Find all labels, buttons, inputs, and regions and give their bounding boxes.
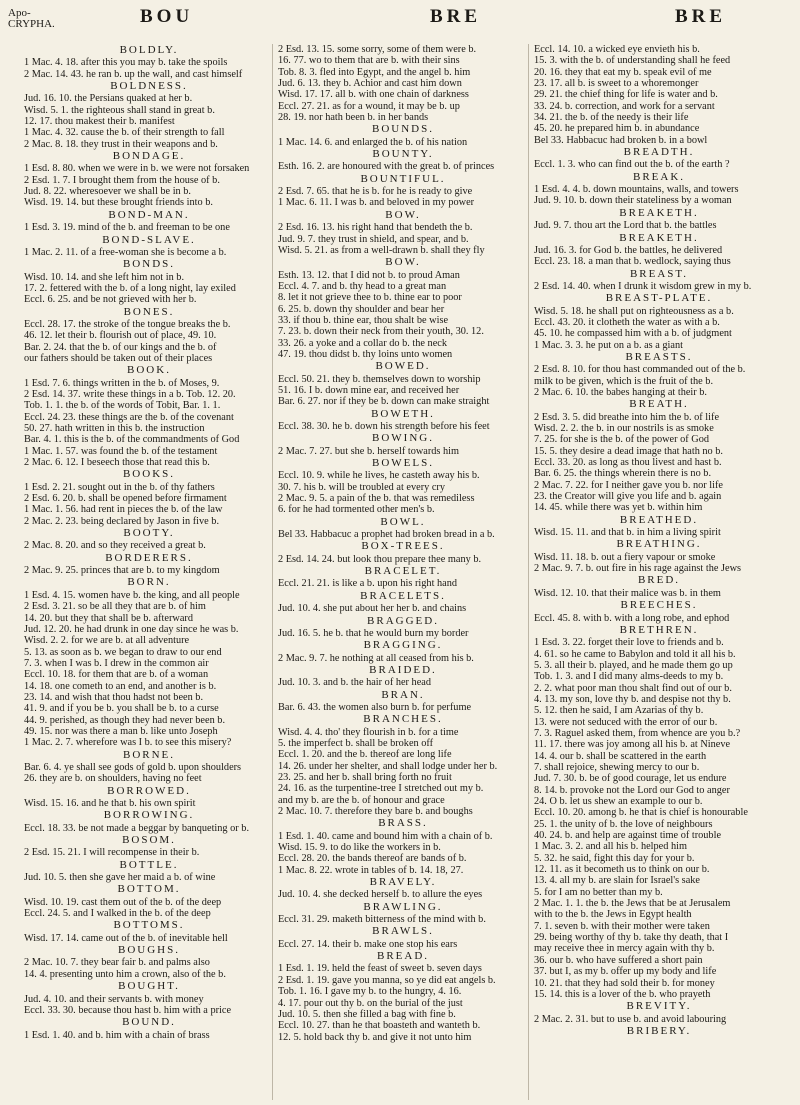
citation-line: Jud. 10. 4. she decked herself b. to allure the eyes: [278, 889, 483, 901]
citation-line: 33. if thou b. thine ear, thou shalt be wise: [278, 314, 449, 326]
citation-line: Eccl. 23. 18. a man that b. wedlock, saying thus: [534, 256, 731, 268]
citation-line: 2 Mac. 9. 5. a pain of the b. that was remediless: [278, 493, 475, 505]
entry-heading: BOLDNESS.: [110, 80, 188, 93]
citation-line: with to the b. the Jews in Egypt health: [534, 909, 692, 921]
entry-heading: BREAKETH.: [619, 231, 699, 244]
entry-heading: BREVITY.: [626, 1000, 692, 1013]
citation-line: 12. 5. hold back thy b. and give it not unto him: [278, 1031, 472, 1043]
citation-line: 7. 23. b. down their neck from their youth, 30. 12.: [278, 326, 484, 338]
citation-line: Jud. 9. 7. they trust in shield, and spear, and b.: [278, 233, 469, 245]
citation-line: Eccl. 28. 20. the bands thereof are bands of b.: [278, 853, 467, 865]
citation-line: 13. were not seduced with the error of our b.: [534, 716, 718, 728]
page-header: [0, 4, 800, 34]
citation-line: 1 Mac. 3. 3. he put on a b. as a giant: [534, 339, 683, 351]
citation-line: 6. 25. b. down thy shoulder and bear her: [278, 303, 445, 315]
citation-line: Esth. 16. 2. are honoured with the great b. of princes: [278, 161, 495, 173]
citation-line: Jud. 10. 4. she put about her her b. and chains: [278, 603, 467, 615]
citation-line: 14. 45. while there was yet b. within him: [534, 502, 703, 514]
citation-line: 37. but I, as my b. offer up my body and life: [534, 966, 717, 978]
entry-heading: BORNE.: [122, 748, 176, 761]
citation-line: 7. 3. Raguel asked them, from whence are you b.?: [534, 727, 741, 739]
citation-line: 41. 9. and if you be b. you shall be b. to a curse: [24, 703, 219, 715]
citation-line: Eccl. 10. 27. than he that boasteth and wanteth b.: [278, 1020, 481, 1032]
citation-line: 4. 17. pour out thy b. on the burial of the just: [278, 997, 463, 1009]
citation-line: Wisd. 2. 2. for we are b. at all adventure: [24, 635, 190, 647]
entry-heading: BOUGHT.: [118, 980, 180, 993]
citation-line: Wisd. 17. 14. came out of the b. of inevitable hell: [24, 932, 228, 944]
citation-line: 14. 4. our b. shall be scattered in the earth: [534, 750, 707, 762]
citation-line: Wisd. 19. 14. but these brought friends into b.: [24, 197, 213, 209]
entry-heading: BRACELETS.: [360, 589, 446, 602]
citation-line: 2 Esd. 14. 24. but look thou prepare thee many b.: [278, 553, 482, 565]
entry-heading: BOND-MAN.: [108, 208, 190, 221]
citation-line: 44. 9. perished, as though they had never been b.: [24, 714, 226, 726]
entry-heading: BORROWING.: [103, 809, 195, 822]
citation-line: 14. 18. one cometh to an end, and another is b.: [24, 680, 217, 692]
citation-line: 20. 16. they that eat my b. speak evil of me: [534, 66, 712, 78]
citation-line: 40. 24. b. and help are against time of trouble: [534, 830, 722, 842]
citation-line: Eccl. 1. 20. and the b. thereof are long life: [278, 749, 452, 761]
citation-line: 15. 3. with the b. of understanding shall he feed: [534, 55, 731, 67]
citation-line: 1 Esd. 4. 15. women have b. the king, and all people: [24, 589, 240, 601]
entry-heading: BRAWLS.: [372, 925, 434, 938]
citation-line: Eccl. 33. 20. as long as thou livest and hast b.: [534, 457, 722, 469]
citation-line: 25. 1. the unity of b. the love of neighbours: [534, 818, 713, 830]
entry-heading: BONES.: [123, 305, 175, 318]
citation-line: 2 Esd. 14. 37. write these things in a b. Tob. 12. 20.: [24, 388, 236, 400]
citation-line: Eccl. 18. 33. be not made a beggar by banqueting or b.: [24, 822, 250, 834]
entry-heading: BOTTLE.: [119, 858, 179, 871]
entry-heading: BREADTH.: [623, 146, 695, 159]
entry-heading: BREATHED.: [619, 513, 699, 526]
entry-heading: BOWL.: [380, 515, 426, 528]
citation-line: Wisd. 5. 21. as from a well-drawn b. shall they fly: [278, 244, 485, 256]
citation-line: Eccl. 6. 25. and be not grieved with her b.: [24, 294, 197, 306]
citation-line: 14. 4. presenting unto him a crown, also of the b.: [24, 968, 226, 980]
entry-heading: BRETHREN.: [619, 623, 699, 636]
citation-line: Jud. 8. 22. wheresoever we shall be in b.: [24, 186, 191, 198]
citation-line: 28. 19. nor hath been b. in her bands: [278, 112, 429, 124]
citation-line: Jud. 16. 3. for God b. the battles, he delivered: [534, 244, 723, 256]
entry-heading: BRASS.: [378, 817, 428, 830]
entry-heading: BOWING.: [372, 432, 434, 445]
citation-line: 2 Mac. 8. 18. they trust in their weapons and b.: [24, 138, 218, 150]
entry-heading: BORDERERS.: [105, 551, 193, 564]
entry-heading: BRAGGING.: [363, 639, 443, 652]
entry-heading: BOND-SLAVE.: [102, 233, 196, 246]
citation-line: 33. 24. b. correction, and work for a servant: [534, 100, 715, 112]
citation-line: Eccl. 24. 23. these things are the b. of the covenant: [24, 411, 234, 423]
citation-line: 2 Esd. 14. 40. when I drunk it wisdom grew in my b.: [534, 280, 752, 292]
citation-line: 23. 17. all b. is sweet to a whoremonger: [534, 78, 699, 90]
citation-line: Eccl. 1. 3. who can find out the b. of the earth ?: [534, 159, 730, 171]
citation-line: 17. 2. fettered with the b. of a long night, lay exiled: [24, 282, 236, 294]
citation-line: 1 Mac. 14. 6. and enlarged the b. of his nation: [278, 136, 468, 148]
citation-line: 2 Mac. 9. 7. he nothing at all ceased from his b.: [278, 652, 474, 664]
citation-line: Eccl. 38. 30. he b. down his strength before his feet: [278, 421, 490, 432]
citation-line: 7. 1. seven b. with their mother were taken: [534, 920, 710, 932]
citation-line: 5. 3. all their b. played, and he made them go up: [534, 659, 733, 671]
citation-line: 2 Mac. 10. 7. they bear fair b. and palms also: [24, 957, 210, 969]
citation-line: 47. 19. thou didst b. thy loins unto women: [278, 348, 453, 360]
citation-line: Tob. 1. 1. the b. of the words of Tobit, Bar. 1. 1.: [24, 400, 221, 412]
citation-line: Jud. 7. 30. b. be of good courage, let us endure: [534, 773, 727, 785]
entry-heading: BOW.: [385, 208, 421, 221]
entry-heading: BREAST.: [629, 267, 689, 280]
citation-line: Wisd. 10. 19. cast them out of the b. of the deep: [24, 896, 222, 908]
citation-line: 2 Mac. 6. 10. the babes hanging at their b.: [534, 386, 708, 398]
entry-heading: BOWED.: [375, 360, 431, 373]
citation-line: Bar. 2. 24. that the b. of our kings and the b. of: [24, 341, 217, 353]
citation-line: Bar. 6. 25. the things wherein there is no b.: [534, 468, 712, 480]
citation-line: 34. 21. the b. of the needy is their life: [534, 112, 689, 124]
entry-heading: BOSOM.: [122, 834, 176, 847]
citation-line: 1 Mac. 6. 11. I was b. and beloved in my power: [278, 197, 475, 209]
citation-line: 13. 4. all my b. are slain for Israel's sake: [534, 875, 700, 887]
citation-line: Eccl. 10. 18. for them that are b. of a woman: [24, 669, 209, 681]
column-left: [24, 44, 274, 1100]
citation-line: milk to be given, which is the fruit of the b.: [534, 375, 714, 387]
citation-line: Bar. 6. 27. nor if they be b. down can make straight: [278, 396, 490, 408]
citation-line: 15. 14. this is a lover of the b. who prayeth: [534, 988, 711, 1000]
citation-line: 50. 27. hath written in this b. the instruction: [24, 423, 205, 434]
citation-line: Eccl. 27. 21. as for a wound, it may be b. up: [278, 100, 460, 112]
citation-line: Eccl. 28. 17. the stroke of the tongue breaks the b.: [24, 318, 231, 330]
entry-heading: BREASTS.: [625, 350, 693, 363]
citation-line: 51. 16. I b. down mine ear, and received her: [278, 384, 460, 396]
entry-heading: BOX-TREES.: [361, 540, 445, 553]
citation-line: 15. 5. they desire a dead image that hath no b.: [534, 445, 724, 457]
citation-line: 7. 3. when I was b. I drew in the common air: [24, 657, 209, 669]
entry-heading: BRAN.: [381, 688, 425, 701]
citation-line: 2 Esd. 3. 21. so be all they that are b. of him: [24, 601, 206, 613]
citation-line: 29. 21. the chief thing for life is water and b.: [534, 89, 718, 101]
citation-line: 2 Mac. 8. 20. and so they received a great b.: [24, 540, 206, 552]
citation-line: Jud. 4. 10. and their servants b. with money: [24, 993, 204, 1005]
citation-line: Wisd. 15. 11. and that b. in him a living spirit: [534, 527, 721, 539]
entry-heading: BOUNTIFUL.: [360, 172, 446, 185]
column-divider: [528, 44, 529, 1100]
citation-line: 1 Esd. 8. 80. when we were in b. we were not forsaken: [24, 163, 250, 175]
entry-heading: BOW.: [385, 256, 421, 269]
citation-line: 2 Mac. 7. 22. for I neither gave you b. nor life: [534, 479, 724, 491]
running-head-corner: [8, 8, 55, 30]
citation-line: 1 Esd. 1. 40. came and bound him with a chain of b.: [278, 830, 493, 842]
citation-line: Wisd. 15. 9. to do like the workers in b.: [278, 842, 441, 854]
citation-line: Wisd. 2. 2. the b. in our nostrils is as smoke: [534, 423, 714, 434]
headword-center: BRE: [430, 6, 482, 27]
citation-line: 2 Esd. 3. 5. did breathe into him the b. of life: [534, 411, 720, 423]
citation-line: our fathers should be taken out of their places: [24, 352, 213, 364]
citation-line: Wisd. 10. 14. and she left him not in b.: [24, 271, 185, 283]
citation-line: 5. for I am no better than my b.: [534, 886, 663, 898]
citation-line: Wisd. 12. 10. that their malice was b. in them: [534, 587, 721, 599]
entry-heading: BOLDLY.: [119, 44, 179, 56]
citation-line: 2 Mac. 9. 25. princes that are b. to my kingdom: [24, 565, 220, 577]
citation-line: Tob. 1. 3. and I did many alms-deeds to my b.: [534, 671, 724, 683]
citation-line: 1 Mac. 8. 22. wrote in tables of b. 14. 18, 27.: [278, 864, 464, 876]
citation-line: 1 Mac. 4. 32. cause the b. of their strength to fall: [24, 127, 225, 139]
citation-line: 6. for he had tormented other men's b.: [278, 504, 435, 516]
citation-line: Jud. 10. 5. then she gave her maid a b. of wine: [24, 872, 216, 884]
citation-line: 2 Mac. 10. 7. therefore they bare b. and boughs: [278, 806, 473, 817]
citation-line: 2 Mac. 2. 31. but to use b. and avoid labouring: [534, 1013, 727, 1025]
citation-line: 14. 20. but they that shall be b. afterward: [24, 612, 193, 624]
citation-line: 1 Esd. 7. 6. things written in the b. of Moses, 9.: [24, 377, 220, 389]
citation-line: 14. 26. under her shelter, and shall lodge under her b.: [278, 760, 498, 772]
entry-heading: BOUGHS.: [118, 944, 180, 957]
citation-line: 2 Mac. 7. 27. but she b. herself towards him: [278, 445, 460, 457]
running-head-top: Apo-: [8, 7, 31, 19]
citation-line: 8. let it not grieve thee to b. thine ear to poor: [278, 292, 462, 304]
citation-line: Eccl. 50. 21. they b. themselves down to worship: [278, 373, 481, 385]
entry-heading: BOWELS.: [372, 457, 434, 470]
citation-line: 5. 12. then he said, I am Azarias of thy b.: [534, 705, 704, 717]
citation-line: 24. 16. as the turpentine-tree I stretched out my b.: [278, 783, 484, 795]
running-head-bottom: CRYPHA.: [8, 18, 55, 30]
headword-left: BOU: [140, 6, 194, 27]
citation-line: and my b. are the b. of honour and grace: [278, 794, 445, 806]
column-divider: [272, 44, 273, 1100]
entry-heading: BORROWED.: [107, 784, 191, 797]
citation-line: 5. 13. as soon as b. we began to draw to our end: [24, 646, 222, 658]
citation-line: 30. 7. his b. will be troubled at every cry: [278, 481, 445, 493]
citation-line: Bar. 6. 4. ye shall see gods of gold b. upon shoulders: [24, 761, 242, 773]
citation-line: Bel 33. Habbacuc a prophet had broken bread in a b.: [278, 529, 495, 541]
citation-line: 1 Mac. 2. 7. wherefore was I b. to see this misery?: [24, 737, 232, 749]
citation-line: 10. 21. that they had sold their b. for money: [534, 977, 715, 989]
entry-heading: BONDAGE.: [112, 150, 186, 163]
citation-line: 1 Mac. 3. 2. and all his b. helped him: [534, 841, 687, 853]
citation-line: Tob. 8. 3. fled into Egypt, and the angel b. him: [278, 66, 471, 78]
entry-heading: BOOK.: [127, 364, 171, 377]
citation-line: 2 Esd. 7. 65. that he is b. for he is ready to give: [278, 186, 473, 198]
citation-line: 23. the Creator will give you life and b. again: [534, 491, 722, 503]
entry-heading: BOWETH.: [371, 407, 435, 420]
citation-line: 29. being worthy of thy b. take thy death, that I: [534, 932, 729, 944]
citation-line: 2 Mac. 6. 12. I beseech those that read this b.: [24, 457, 210, 469]
citation-line: 26. they are b. on shoulders, having no feet: [24, 773, 202, 785]
citation-line: Eccl. 4. 7. and b. thy head to a great man: [278, 280, 447, 292]
citation-line: Bar. 6. 43. the women also burn b. for perfume: [278, 701, 472, 713]
citation-line: Wisd. 11. 18. b. out a fiery vapour or smoke: [534, 551, 716, 563]
entry-heading: BRACELET.: [364, 565, 442, 578]
citation-line: 16. 77. wo to them that are b. with their sins: [278, 55, 460, 67]
headword-right: BRE: [675, 6, 727, 27]
citation-line: 2 Mac. 2. 23. being declared by Jason in five b.: [24, 515, 220, 527]
citation-line: 1 Mac. 2. 11. of a free-woman she is become a b.: [24, 246, 227, 258]
entry-heading: BONDS.: [122, 258, 176, 271]
citation-line: 46. 12. let their b. flourish out of place, 49. 10.: [24, 330, 217, 342]
entry-heading: BRAGGED.: [367, 614, 439, 627]
entry-heading: BRANCHES.: [363, 713, 443, 726]
citation-line: 4. 61. so he came to Babylon and told it all his b.: [534, 648, 736, 660]
citation-line: Wisd. 5. 18. he shall put on righteousness as a b.: [534, 305, 734, 317]
citation-line: 7. shall rejoice, shewing mercy to our b.: [534, 761, 700, 773]
citation-line: 2 Esd. 1. 7. I brought them from the house of b.: [24, 174, 220, 186]
citation-line: 1 Esd. 1. 40. and b. him with a chain of brass: [24, 1029, 210, 1041]
citation-line: may receive thee in mercy again with thy b.: [534, 943, 715, 955]
citation-line: 24. O b. let us shew an example to our b.: [534, 796, 703, 807]
entry-heading: BOOKS.: [122, 468, 176, 481]
citation-line: Tob. 1. 16. I gave my b. to the hungry, 4. 16.: [278, 986, 462, 998]
citation-line: Eccl. 10. 9. while he lives, he casteth away his b.: [278, 470, 480, 482]
citation-line: 45. 10. he compassed him with a b. of judgment: [534, 328, 732, 340]
column-middle: [278, 44, 528, 1100]
entry-heading: BRED.: [637, 574, 681, 587]
citation-line: 1 Esd. 2. 21. sought out in the b. of thy fathers: [24, 481, 215, 493]
entry-heading: BREAD.: [376, 950, 430, 963]
citation-line: Eccl. 31. 29. maketh bitterness of the mind with b.: [278, 914, 486, 926]
citation-line: Eccl. 24. 5. and I walked in the b. of the deep: [24, 908, 211, 920]
citation-line: Wisd. 15. 16. and he that b. his own spirit: [24, 798, 196, 809]
citation-line: Eccl. 43. 20. it clotheth the water as with a b.: [534, 316, 720, 328]
entry-heading: BREATHING.: [616, 538, 702, 551]
entry-heading: BRAIDED.: [369, 663, 437, 676]
citation-line: Eccl. 45. 8. with b. with a long robe, and ephod: [534, 612, 730, 624]
citation-line: 45. 20. he prepared him b. in abundance: [534, 123, 700, 135]
citation-line: Esth. 13. 12. that I did not b. to proud Aman: [278, 269, 460, 281]
citation-line: 1 Esd. 3. 22. forget their love to friends and b.: [534, 637, 724, 649]
citation-line: Jud. 16. 5. he b. that he would burn my border: [278, 627, 469, 639]
entry-heading: BOUNDS.: [372, 123, 434, 136]
citation-line: 12. 17. thou makest their b. manifest: [24, 116, 175, 128]
citation-line: 1 Mac. 1. 56. had rent in pieces the b. of the law: [24, 504, 223, 516]
citation-line: Wisd. 5. 1. the righteous shall stand in great b.: [24, 104, 215, 116]
citation-line: Wisd. 4. 4. tho' they flourish in b. for a time: [278, 726, 459, 738]
citation-line: 7. 25. for she is the b. of the power of God: [534, 434, 710, 446]
citation-line: 33. 26. a yoke and a collar do b. the neck: [278, 337, 447, 349]
entry-heading: BREAST-PLATE.: [605, 292, 713, 305]
entry-heading: BOTTOM.: [117, 883, 181, 896]
citation-line: 12. 11. as it becometh us to think on our b.: [534, 864, 710, 876]
citation-line: Jud. 6. 13. they b. Achior and cast him down: [278, 78, 462, 90]
citation-line: Jud. 10. 5. then she filled a bag with fine b.: [278, 1008, 456, 1020]
citation-line: 2 Esd. 15. 21. I will recompense in their b.: [24, 847, 200, 859]
citation-line: 4. 13. my son, love thy b. and despise not thy b.: [534, 693, 731, 705]
citation-line: Jud. 10. 3. and b. the hair of her head: [278, 677, 431, 689]
citation-line: 2 Esd. 6. 20. b. shall be opened before firmament: [24, 493, 227, 505]
citation-line: Bar. 4. 1. this is the b. of the commandments of God: [24, 434, 240, 446]
citation-line: Wisd. 17. 17. all b. with one chain of darkness: [278, 89, 469, 101]
citation-line: 23. 25. and her b. shall bring forth no fruit: [278, 771, 452, 783]
citation-line: 23. 14. and wish that thou hadst not been b.: [24, 691, 204, 703]
citation-line: Eccl. 14. 10. a wicked eye envieth his b.: [534, 44, 700, 55]
entry-heading: BRAVELY.: [369, 876, 437, 889]
citation-line: Eccl. 27. 14. their b. make one stop his ears: [278, 938, 458, 950]
citation-line: 5. the imperfect b. shall be broken off: [278, 737, 434, 749]
citation-line: Eccl. 33. 30. because thou hast b. him with a price: [24, 1004, 232, 1016]
entry-heading: BOUNTY.: [372, 148, 434, 161]
citation-line: 2. 2. what poor man thou shalt find out of our b.: [534, 682, 732, 694]
entry-heading: BREATH.: [629, 398, 689, 411]
entry-heading: BREAK.: [632, 170, 686, 183]
citation-line: 2 Esd. 13. 15. some sorry, some of them were b.: [278, 44, 477, 55]
citation-line: 1 Esd. 1. 19. held the feast of sweet b. seven days: [278, 963, 482, 975]
citation-line: 2 Mac. 14. 43. he ran b. up the wall, and cast himself: [24, 68, 243, 80]
entry-heading: BORN.: [127, 576, 171, 589]
citation-line: 1 Esd. 4. 4. b. down mountains, walls, and towers: [534, 184, 739, 196]
citation-line: 1 Esd. 3. 19. mind of the b. and freeman to be one: [24, 222, 230, 234]
citation-line: 2 Esd. 16. 13. his right hand that bendeth the b.: [278, 222, 473, 234]
citation-line: 11. 17. there was joy among all his b. at Nineve: [534, 739, 731, 751]
citation-line: 2 Esd. 8. 10. for thou hast commanded out of the b.: [534, 364, 746, 376]
citation-line: 5. 32. he said, fight this day for your b.: [534, 852, 695, 864]
citation-line: Eccl. 21. 21. is like a b. upon his right hand: [278, 578, 458, 590]
citation-line: 2 Mac. 1. 1. the b. the Jews that be at Jerusalem: [534, 898, 731, 910]
citation-line: 2 Esd. 1. 19. gave you manna, so ye did eat angels b.: [278, 974, 496, 986]
citation-line: Jud. 12. 20. he had drunk in one day since he was b.: [24, 623, 239, 635]
citation-line: Bel 33. Habbacuc had broken b. in a bowl: [534, 134, 708, 146]
entry-heading: BOUND.: [122, 1016, 176, 1029]
entry-heading: BREAKETH.: [619, 206, 699, 219]
citation-line: 1 Mac. 4. 18. after this you may b. take the spoils: [24, 57, 228, 69]
entry-heading: BRAWLING.: [363, 900, 443, 913]
citation-line: 49. 15. nor was there a man b. like unto Joseph: [24, 725, 218, 737]
citation-line: 1 Mac. 1. 57. was found the b. of the testament: [24, 445, 218, 457]
citation-line: 2 Mac. 9. 7. b. out fire in his rage against the Jews: [534, 563, 742, 575]
citation-line: Jud. 16. 10. the Persians quaked at her b.: [24, 93, 193, 105]
citation-line: Eccl. 10. 20. among b. he that is chief is honourable: [534, 807, 748, 819]
citation-line: Jud. 9. 10. b. down their stateliness by a woman: [534, 195, 732, 207]
entry-heading: BOOTY.: [123, 527, 175, 540]
citation-line: 8. 14. b. provoke not the Lord our God to anger: [534, 784, 730, 796]
entry-heading: BRIBERY.: [626, 1024, 692, 1037]
citation-line: Jud. 9. 7. thou art the Lord that b. the battles: [534, 220, 717, 232]
entry-heading: BREECHES.: [620, 599, 698, 612]
entry-heading: BOTTOMS.: [113, 919, 185, 932]
citation-line: 36. our b. who have suffered a short pain: [534, 954, 703, 966]
column-right: [534, 44, 784, 1100]
